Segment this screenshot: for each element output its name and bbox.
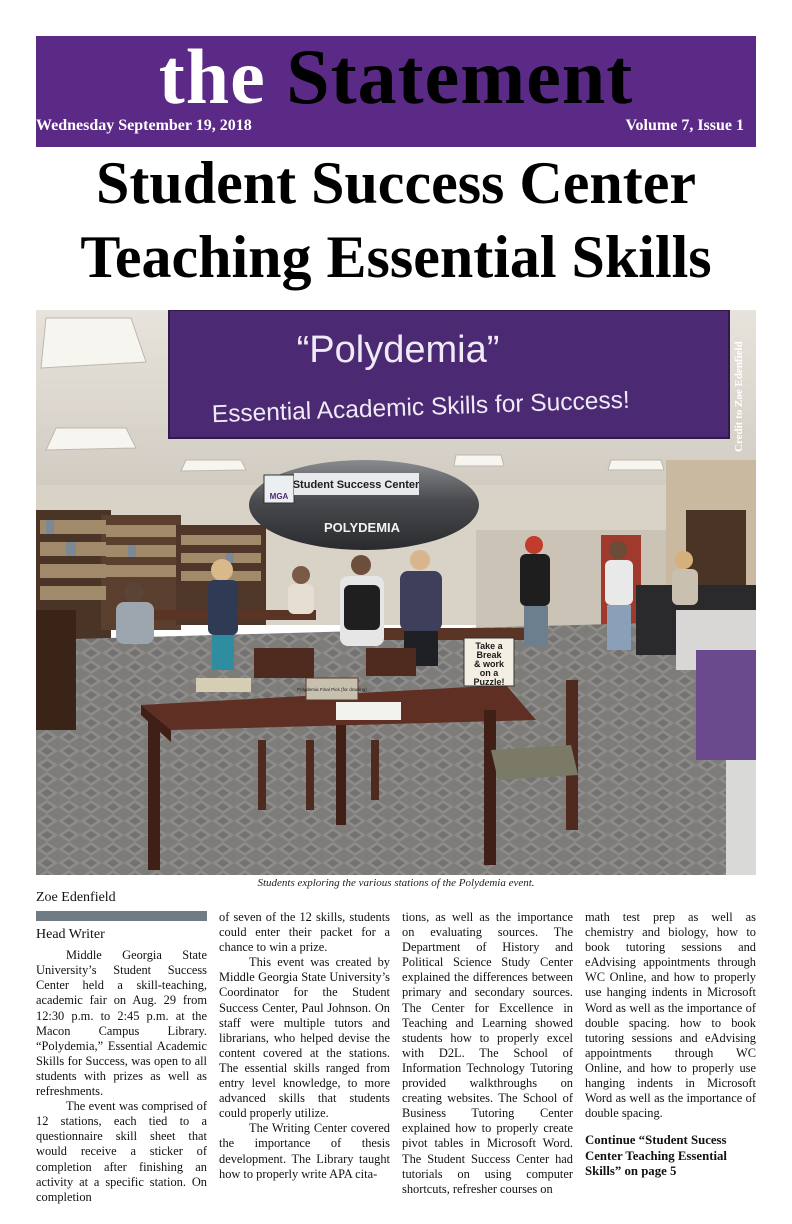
blimp-logo: MGA: [269, 492, 289, 501]
title-statement: Statement: [286, 33, 634, 120]
continue-link[interactable]: Continue “Student Sucess Center Teaching Essential Skills” on page 5: [585, 1133, 727, 1179]
byline-divider: [36, 911, 207, 921]
article-headline: [36, 146, 756, 294]
photo-caption: Students exploring the various stations of the Polydemia event.: [257, 877, 535, 889]
article-column-2: [219, 910, 390, 1182]
banner-line-2: Essential Academic Skills for Success!: [211, 386, 631, 429]
masthead-banner: [36, 33, 756, 147]
article-paragraph: The event was comprised of 12 stations, each tied to a questionnaire skill sheet that would receive a sticker of completion after finishing an activity at a specific station. On completion: [36, 1099, 207, 1204]
event-photo: [36, 310, 756, 875]
headline-line-2: Teaching Essential Skills: [80, 224, 712, 290]
headline-line-1: Student Success Center: [96, 150, 696, 216]
title-the: the: [158, 33, 266, 120]
article-paragraph: This event was created by Middle Georgia State University’s Coordinator for the Student Success Center, Paul Johnson. On staff were multiple tutors and librarians, who helped devise the content covered at the stations. The essential skills ranged from entry level knowledge, to more advanced skills that students could properly utilize.: [219, 955, 390, 1121]
article-column-1: [36, 890, 207, 1205]
article-paragraph: of seven of the 12 skills, students could enter their packet for a chance to win a prize.: [219, 910, 390, 955]
article-paragraph: tions, as well as the importance on evaluating sources. The Department of History and Political Science Study Center explained the differences between primary and secondary sources. The Center for Excellence in Teaching and Learning showed students how to properly excel with D2L. The School of Information Technology Tutoring provided walkthroughs on creating websites. The School of Business Tutoring Center explained how to properly create pivot tables in Microsoft Word. The Student Success Center had tutorials on using computer shortcuts, refresher courses on: [402, 910, 573, 1196]
newspaper-title: [36, 33, 756, 120]
article-column-4: [585, 910, 756, 1180]
issue-date: Wednesday September 19, 2018: [36, 117, 252, 134]
article-paragraph: The Writing Center covered the importance of thesis development. The Library taught how to properly write APA cita-: [219, 1121, 390, 1181]
banner-line-1: “Polydemia”: [296, 329, 500, 371]
photo-credit: Credit to Zoe Edenfield: [733, 341, 745, 452]
blimp-name: POLYDEMIA: [323, 520, 401, 535]
sign-line-4: on a: [479, 668, 499, 678]
sign-line-2: Break: [476, 650, 502, 660]
sign-line-1: Take a: [475, 641, 503, 651]
volume-issue: Volume 7, Issue 1: [625, 117, 744, 134]
sign-line-3: & work: [473, 659, 505, 669]
article-column-3: [402, 910, 573, 1197]
sign-line-5: Puzzle!: [473, 677, 505, 687]
blimp-label: Student Success Center: [292, 479, 420, 491]
article-paragraph: Middle Georgia State University’s Student Success Center held a skill-teaching, academic fair on Aug. 29 from 12:30 p.m. to 2:45 p.m. at the Macon Campus Library. “Polydemia,” Essential Academic Skills for Success, was open to all students with prizes as well as refreshments.: [36, 948, 207, 1099]
tray-label: Polydemia Final Pick (for drawing): [297, 687, 367, 692]
byline-author: Zoe Edenfield: [36, 890, 116, 905]
article-paragraph: math test prep as well as chemistry and biology, how to book tutoring sessions and eAdvising appointments through WC Online, and how to properly use hanging indents in Microsoft Word as well as the importance of double spacing. how to book tutoring sessions and eAdvising appointments through WC Online, and how to properly use hanging indents in Microsoft Word as well as the importance of double spacing.: [585, 910, 756, 1121]
byline-role: Head Writer: [36, 927, 105, 943]
